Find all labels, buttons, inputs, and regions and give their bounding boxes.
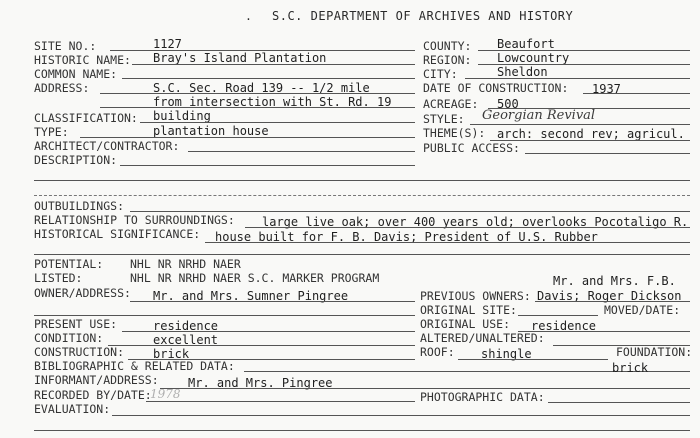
site-no-value: 1127 (153, 37, 182, 51)
historic-name-value: Bray's Island Plantation (153, 51, 327, 65)
description-line (120, 165, 415, 166)
blank-line-5 (34, 430, 690, 431)
significance-line (205, 242, 690, 243)
original-use-label: ORIGINAL USE: (420, 317, 511, 331)
region-label: REGION: (423, 53, 472, 67)
informant-value: Mr. and Mrs. Pingree (188, 376, 333, 390)
public-access-label: PUBLIC ACCESS: (423, 141, 520, 155)
themes-value: arch: second rev; agricul. (497, 127, 685, 141)
foundation-value: brick (612, 361, 649, 375)
county-value: Beaufort (497, 37, 555, 51)
present-use-label: PRESENT USE: (34, 317, 118, 331)
relationship-label: RELATIONSHIP TO SURROUNDINGS: (34, 213, 235, 227)
informant-line (160, 388, 690, 389)
date-construction-line (583, 93, 690, 94)
recorded-date-value: 1978 (150, 387, 181, 401)
potential-label: POTENTIAL: (34, 257, 104, 271)
city-label: CITY: (423, 67, 458, 81)
bibliographic-label: BIBLIOGRAPHIC & RELATED DATA: (34, 359, 235, 373)
classification-line (140, 122, 415, 123)
themes-label: THEME(S): (423, 126, 486, 140)
address-line1-rule (100, 93, 415, 94)
previous-owners-line1: Mr. and Mrs. F.B. (553, 274, 676, 288)
historic-name-line (132, 64, 415, 65)
architect-label: ARCHITECT/CONTRACTOR: (34, 139, 180, 153)
blank-line-4 (34, 315, 415, 316)
photographic-label: PHOTOGRAPHIC DATA: (420, 390, 545, 404)
condition-line (108, 345, 415, 346)
card-title: S.C. DEPARTMENT OF ARCHIVES AND HISTORY (272, 9, 574, 23)
evaluation-line (112, 415, 690, 416)
public-access-line (525, 153, 690, 154)
previous-owners-line2: Davis; Roger Dickson (537, 289, 682, 303)
style-value: Georgian Revival (482, 108, 596, 123)
listed-label: LISTED: (34, 271, 83, 285)
date-construction-label: DATE OF CONSTRUCTION: (423, 81, 569, 95)
relationship-line (245, 227, 690, 228)
present-use-value: residence (153, 319, 219, 333)
roof-value: shingle (481, 347, 532, 361)
significance-label: HISTORICAL SIGNIFICANCE: (34, 227, 201, 241)
blank-line-1 (34, 180, 690, 181)
owner-address-label: OWNER/ADDRESS: (34, 286, 131, 300)
address-line2: from intersection with St. Rd. 19 (153, 95, 392, 109)
original-use-value: residence (531, 319, 597, 333)
common-name-line (122, 78, 415, 79)
type-line (80, 137, 415, 138)
city-line (465, 78, 690, 79)
address-line1: S.C. Sec. Road 139 -- 1/2 mile (153, 81, 370, 95)
condition-label: CONDITION: (34, 331, 104, 345)
acreage-value: 500 (497, 97, 519, 111)
informant-label: INFORMANT/ADDRESS: (34, 373, 159, 387)
listed-codes: NHL NR NRHD NAER S.C. MARKER PROGRAM (130, 271, 380, 285)
outbuildings-label: OUTBUILDINGS: (34, 199, 125, 213)
significance-value: house built for F. B. Davis; President of U.S. Rubber (215, 230, 598, 244)
description-label: DESCRIPTION: (34, 153, 118, 167)
construction-value: brick (153, 347, 190, 361)
region-value: Lowcountry (497, 51, 570, 65)
type-label: TYPE: (34, 125, 69, 139)
evaluation-label: EVALUATION: (34, 402, 111, 416)
address-label: ADDRESS: (34, 81, 90, 95)
original-site-line (518, 315, 598, 316)
present-use-line (122, 331, 415, 332)
style-line (470, 124, 690, 125)
acreage-label: ACREAGE: (423, 97, 479, 111)
site-no-label: SITE NO.: (34, 39, 97, 53)
architect-line (188, 151, 415, 152)
owner-address-value: Mr. and Mrs. Sumner Pingree (153, 289, 349, 303)
construction-label: CONSTRUCTION: (34, 345, 125, 359)
moved-date-label: MOVED/DATE: (604, 303, 681, 317)
classification-label: CLASSIFICATION: (34, 111, 138, 125)
county-label: COUNTY: (423, 39, 472, 53)
recorded-by-label: RECORDED BY/DATE: (34, 388, 152, 402)
recorded-by-line (146, 401, 415, 402)
style-label: STYLE: (423, 112, 465, 126)
city-value: Sheldon (497, 65, 548, 79)
foundation-label: FOUNDATION: (616, 345, 693, 359)
altered-label: ALTERED/UNALTERED: (420, 331, 545, 345)
type-value: plantation house (153, 124, 269, 138)
previous-owners-rule (535, 301, 690, 302)
relationship-value: large live oak; over 400 years old; overlooks Pocotaligo R. (262, 215, 689, 229)
historic-name-label: HISTORIC NAME: (34, 53, 131, 67)
address-line2-rule (100, 107, 415, 108)
themes-line (490, 140, 690, 141)
blank-line-2 (34, 195, 690, 196)
classification-value: building (153, 109, 211, 123)
roof-line (458, 359, 608, 360)
header-dot: . (245, 9, 252, 23)
condition-value: excellent (153, 333, 219, 347)
photographic-line (548, 402, 690, 403)
owner-address-line (130, 301, 415, 302)
potential-codes: NHL NR NRHD NAER (130, 257, 241, 271)
common-name-label: COMMON NAME: (34, 67, 118, 81)
outbuildings-line (130, 211, 690, 212)
original-site-label: ORIGINAL SITE: (420, 303, 517, 317)
previous-owners-label: PREVIOUS OWNERS: (420, 289, 531, 303)
roof-label: ROOF: (420, 345, 455, 359)
date-construction-value: 1937 (592, 82, 621, 96)
blank-line-3 (34, 254, 690, 255)
